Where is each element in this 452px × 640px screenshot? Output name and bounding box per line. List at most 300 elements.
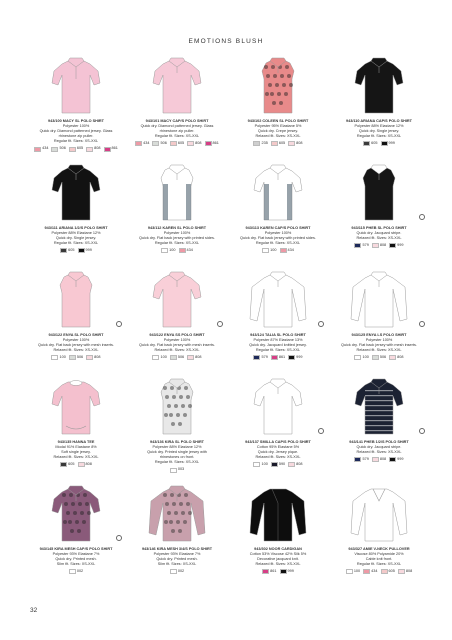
product-card bbox=[230, 269, 326, 376]
color-swatch bbox=[381, 569, 395, 574]
color-code: 861 bbox=[270, 569, 277, 574]
color-swatch bbox=[372, 355, 386, 360]
product-detail: Regular fit. Sizes: XS-XXL bbox=[356, 134, 402, 139]
product-name: 943/100 MACY SL POLO SHIRT bbox=[48, 119, 104, 123]
product-grid bbox=[28, 55, 428, 590]
color-chip bbox=[288, 462, 295, 467]
color-swatch bbox=[253, 355, 267, 360]
product-name: 943/146 KIRA MESH 3/4/S POLO SHIRT bbox=[141, 547, 213, 551]
product-detail: Quick dry. Flat back jersey with mesh inserts. bbox=[341, 343, 417, 348]
color-swatch bbox=[288, 141, 302, 146]
color-chip bbox=[271, 462, 278, 467]
product-detail: Relaxed fit. Sizes: XS-XXL bbox=[255, 562, 301, 567]
color-chip bbox=[389, 355, 396, 360]
product-card bbox=[129, 269, 225, 376]
product-image bbox=[248, 376, 308, 438]
color-chip bbox=[346, 569, 353, 574]
color-code: 434 bbox=[186, 248, 193, 253]
product-name: 943/145 KIRA MESH CAP/S POLO SHIRT bbox=[39, 547, 113, 551]
product-detail: rhinestones on front. bbox=[159, 455, 195, 460]
feature-badge-icon bbox=[419, 214, 425, 220]
color-swatch bbox=[363, 141, 377, 146]
color-swatches bbox=[129, 355, 225, 360]
color-code: 506 bbox=[379, 355, 387, 360]
color-swatches bbox=[28, 569, 124, 574]
product-detail: Regular fit. Sizes: XS-XXL bbox=[154, 134, 200, 139]
product-detail: Decorative jacquard knit. bbox=[257, 557, 299, 562]
product-card bbox=[129, 55, 225, 162]
product-info bbox=[331, 547, 427, 574]
color-chip bbox=[372, 355, 379, 360]
product-row bbox=[28, 376, 428, 483]
color-code: 579 bbox=[362, 457, 369, 462]
color-chip bbox=[280, 248, 287, 253]
garment-illustration bbox=[349, 269, 409, 331]
color-chip bbox=[187, 355, 194, 360]
color-chip bbox=[372, 243, 379, 248]
color-code: 999 bbox=[397, 457, 404, 462]
garment-illustration bbox=[147, 483, 207, 545]
color-code: 808 bbox=[94, 146, 101, 151]
product-detail: Regular fit. Sizes: XS-XXL bbox=[255, 348, 301, 353]
product-detail: Polyester 87% Elastane 13% bbox=[253, 338, 303, 343]
product-info bbox=[230, 333, 326, 360]
product-detail: Viscose 80% Polyamide 20% bbox=[354, 552, 404, 557]
color-chip bbox=[262, 569, 269, 574]
color-chip bbox=[363, 569, 370, 574]
color-chip bbox=[135, 141, 142, 146]
color-code: 999 bbox=[388, 141, 395, 146]
color-swatch bbox=[78, 248, 92, 253]
color-chip bbox=[372, 457, 379, 462]
color-chip bbox=[60, 248, 67, 253]
garment-illustration bbox=[147, 376, 207, 438]
garment-illustration bbox=[46, 55, 106, 117]
product-detail: Slim fit. Sizes: XS-XXL bbox=[157, 562, 197, 567]
color-chip bbox=[51, 355, 58, 360]
product-info bbox=[230, 440, 326, 467]
color-swatches bbox=[331, 243, 427, 248]
product-image bbox=[147, 162, 207, 224]
color-swatch bbox=[69, 146, 83, 151]
product-detail: Cotton 53% Viscose 42% Silk 5% bbox=[249, 552, 307, 557]
product-info bbox=[28, 440, 124, 467]
color-chip bbox=[271, 355, 278, 360]
garment-illustration bbox=[248, 483, 308, 545]
product-card bbox=[129, 376, 225, 483]
color-code: 999 bbox=[85, 248, 92, 253]
product-detail: Polyester 95% Elastane 5% bbox=[254, 124, 302, 129]
color-chip bbox=[253, 462, 260, 467]
product-info bbox=[230, 119, 326, 146]
product-card bbox=[28, 376, 124, 483]
product-card bbox=[331, 269, 427, 376]
color-chip bbox=[170, 468, 177, 473]
product-detail: Polyester 93% Elastane 7% bbox=[153, 552, 201, 557]
product-detail: Quick dry. Printed mesh. bbox=[55, 557, 97, 562]
product-detail: Quick dry. Flat back jersey with mesh inserts. bbox=[139, 343, 215, 348]
color-code: 605 bbox=[68, 462, 75, 467]
color-swatch bbox=[363, 569, 377, 574]
product-name: 943/110 ARIANA CAP/S POLO SHIRT bbox=[346, 119, 412, 123]
product-info bbox=[331, 440, 427, 462]
color-swatches bbox=[129, 141, 225, 146]
page-title: EMOTIONS BLUSH bbox=[188, 38, 264, 45]
product-image bbox=[46, 162, 106, 224]
color-code: 100 bbox=[169, 248, 176, 253]
garment-illustration bbox=[147, 55, 207, 117]
color-swatch bbox=[389, 355, 403, 360]
color-code: 002 bbox=[177, 569, 185, 574]
product-card bbox=[129, 162, 225, 269]
color-chip bbox=[205, 141, 212, 146]
color-chip bbox=[187, 141, 194, 146]
product-name: 943/141 PHEB 1/2/S POLO SHIRT bbox=[349, 440, 409, 444]
color-swatch bbox=[152, 355, 166, 360]
color-chip bbox=[152, 355, 159, 360]
product-detail: Quick dry. Diamond patterned jersey. Glass bbox=[140, 124, 214, 129]
product-image bbox=[248, 55, 308, 117]
product-image bbox=[46, 483, 106, 545]
color-swatches bbox=[230, 248, 326, 253]
color-code: 100 bbox=[362, 355, 369, 360]
product-info bbox=[28, 119, 124, 152]
color-swatch bbox=[170, 569, 184, 574]
product-name: 943/122 ENYA SL POLO SHIRT bbox=[48, 333, 104, 337]
product-detail: Relaxed fit. Sizes: XS-XXL bbox=[53, 455, 99, 460]
product-detail: Polyester 100% bbox=[62, 124, 90, 129]
product-info bbox=[28, 226, 124, 253]
color-swatch bbox=[60, 462, 74, 467]
color-chip bbox=[288, 355, 295, 360]
garment-illustration bbox=[248, 55, 308, 117]
color-swatch bbox=[51, 355, 65, 360]
color-swatch bbox=[187, 141, 201, 146]
color-chip bbox=[389, 243, 396, 248]
color-swatch bbox=[372, 243, 386, 248]
color-code: 808 bbox=[405, 569, 413, 574]
garment-illustration bbox=[349, 55, 409, 117]
product-card bbox=[28, 162, 124, 269]
garment-illustration bbox=[349, 376, 409, 438]
color-code: 100 bbox=[160, 355, 167, 360]
color-swatch bbox=[170, 355, 184, 360]
color-chip bbox=[179, 248, 186, 253]
product-info bbox=[230, 547, 326, 574]
garment-illustration bbox=[248, 376, 308, 438]
product-detail: Quick dry. Single jersey. bbox=[358, 129, 400, 134]
color-swatches bbox=[28, 355, 124, 360]
product-detail: Relaxed fit. Sizes: XS-XXL bbox=[356, 236, 402, 241]
color-code: 506 bbox=[59, 146, 66, 151]
color-chip bbox=[51, 147, 58, 152]
color-swatch bbox=[280, 248, 294, 253]
color-swatch bbox=[161, 248, 175, 253]
color-swatch bbox=[280, 569, 294, 574]
product-name: 943/102 COLEEN SL POLO SHIRT bbox=[247, 119, 309, 123]
product-info bbox=[129, 547, 225, 574]
product-image bbox=[349, 376, 409, 438]
color-chip bbox=[381, 569, 388, 574]
color-swatches bbox=[331, 141, 427, 146]
product-name: 943/112 KAREN SL POLO SHIRT bbox=[147, 226, 207, 230]
color-code: 605 bbox=[68, 248, 75, 253]
product-name: 943/125 ENYA LS POLO SHIRT bbox=[351, 333, 407, 337]
garment-illustration bbox=[46, 269, 106, 331]
product-detail: Relaxed fit. Sizes: XS-XXL bbox=[255, 134, 301, 139]
feature-badge-icon bbox=[318, 321, 324, 327]
product-info bbox=[129, 226, 225, 253]
product-card bbox=[331, 162, 427, 269]
color-chip bbox=[69, 355, 76, 360]
product-detail: Regular fit. Sizes: XS-XXL bbox=[154, 460, 200, 465]
garment-illustration bbox=[349, 162, 409, 224]
product-info bbox=[129, 333, 225, 360]
color-swatch bbox=[69, 569, 83, 574]
color-chip bbox=[60, 462, 67, 467]
product-image bbox=[46, 55, 106, 117]
color-code: 002 bbox=[76, 569, 84, 574]
product-detail: Relaxed fit. Sizes: XS-XXL bbox=[356, 450, 402, 455]
color-swatch bbox=[262, 248, 276, 253]
color-swatch bbox=[354, 355, 368, 360]
color-code: 506 bbox=[160, 141, 167, 146]
product-detail: Polyester 100% bbox=[264, 231, 292, 236]
color-code: 434 bbox=[287, 248, 294, 253]
product-detail: Relaxed fit. Sizes: XS-XXL bbox=[356, 348, 402, 353]
color-swatch bbox=[346, 569, 360, 574]
color-swatch bbox=[34, 146, 48, 151]
product-name: 943/135 HANNA TEE bbox=[57, 440, 95, 444]
color-code: 605 bbox=[371, 141, 378, 146]
product-detail: Regular fit. Sizes: XS-XXL bbox=[255, 241, 301, 246]
product-detail: Polyester 88% Elastane 12% bbox=[152, 445, 202, 450]
color-chip bbox=[104, 147, 111, 152]
product-image bbox=[349, 55, 409, 117]
product-detail: Quick dry. Jacquard stripe. bbox=[356, 231, 402, 236]
color-swatch bbox=[179, 248, 193, 253]
color-swatch bbox=[372, 457, 386, 462]
product-card bbox=[28, 55, 124, 162]
product-image bbox=[147, 376, 207, 438]
product-detail: Quick dry. Jacquard knitted jersey. bbox=[249, 343, 307, 348]
color-chip bbox=[363, 141, 370, 146]
color-chip bbox=[389, 457, 396, 462]
color-code: 434 bbox=[371, 569, 378, 574]
product-detail: Quick dry. Diamond patterned jersey. Glass bbox=[39, 129, 113, 134]
product-detail: Polyester 93% Elastane 7% bbox=[52, 552, 100, 557]
color-code: 808 bbox=[379, 243, 387, 248]
product-detail: Cable knit front. bbox=[365, 557, 393, 562]
color-swatch bbox=[152, 141, 166, 146]
product-detail: Regular fit. Sizes: XS-XXL bbox=[53, 241, 99, 246]
feature-badge-icon bbox=[419, 428, 425, 434]
color-swatch bbox=[135, 141, 149, 146]
product-detail: Cotton 95% Elastane 5% bbox=[256, 445, 300, 450]
color-code: 999 bbox=[397, 243, 404, 248]
color-code: 434 bbox=[143, 141, 150, 146]
garment-illustration bbox=[46, 483, 106, 545]
color-code: 861 bbox=[111, 146, 118, 151]
product-detail: Polyester 100% bbox=[365, 338, 393, 343]
color-swatch bbox=[288, 462, 302, 467]
product-card bbox=[230, 376, 326, 483]
product-detail: Soft single jersey. bbox=[61, 450, 91, 455]
color-code: 605 bbox=[177, 141, 185, 146]
color-code: 808 bbox=[296, 462, 303, 467]
product-row bbox=[28, 55, 428, 162]
color-swatches bbox=[331, 355, 427, 360]
color-chip bbox=[78, 462, 85, 467]
product-detail: Relaxed fit. Sizes: XS-XXL bbox=[255, 455, 301, 460]
color-code: 808 bbox=[94, 355, 101, 360]
color-swatches bbox=[331, 569, 427, 574]
color-swatch bbox=[187, 355, 201, 360]
color-swatch bbox=[51, 146, 65, 151]
product-detail: Polyester 88% Elastane 12% bbox=[51, 231, 101, 236]
feature-badge-icon bbox=[116, 321, 122, 327]
garment-body bbox=[52, 382, 100, 434]
color-code: 605 bbox=[278, 141, 286, 146]
color-chip bbox=[86, 355, 93, 360]
product-card bbox=[129, 483, 225, 590]
page-number: 32 bbox=[30, 607, 38, 614]
color-swatch bbox=[354, 457, 368, 462]
product-detail: Polyester 100% bbox=[163, 338, 191, 343]
color-code: 808 bbox=[195, 141, 202, 146]
color-code: 579 bbox=[362, 243, 369, 248]
color-code: 808 bbox=[195, 355, 202, 360]
product-info bbox=[331, 333, 427, 360]
color-chip bbox=[354, 457, 361, 462]
color-swatch bbox=[262, 569, 276, 574]
feature-badge-icon bbox=[116, 535, 122, 541]
color-swatch bbox=[271, 141, 285, 146]
color-code: 808 bbox=[296, 141, 303, 146]
product-detail: Quick dry. Flat back jersey with printed sides. bbox=[240, 236, 316, 241]
product-detail: Quick dry. Crepe jersey. bbox=[257, 129, 299, 134]
color-code: 100 bbox=[270, 248, 277, 253]
color-chip bbox=[78, 248, 85, 253]
product-image bbox=[349, 483, 409, 545]
product-detail: Relaxed fit. Sizes: XS-XXL bbox=[53, 348, 99, 353]
color-swatch bbox=[398, 569, 412, 574]
product-info bbox=[331, 119, 427, 146]
product-name: 943/101 MACY CAP/S POLO SHIRT bbox=[145, 119, 209, 123]
product-detail: Regular fit. Sizes: XS-XXL bbox=[53, 139, 99, 144]
color-chip bbox=[86, 147, 93, 152]
product-name: 943/136 KIRA SL POLO SHIRT bbox=[149, 440, 205, 444]
product-name: 943/115 PHEB SL POLO SHIRT bbox=[351, 226, 407, 230]
product-detail: Quick dry. Single jersey. bbox=[55, 236, 97, 241]
color-swatches bbox=[230, 141, 326, 146]
color-swatch bbox=[86, 355, 100, 360]
color-chip bbox=[69, 147, 76, 152]
product-name: 943/124 TALIA SL POLO SHIRT bbox=[250, 333, 306, 337]
product-card bbox=[28, 269, 124, 376]
color-swatch bbox=[288, 355, 302, 360]
product-image bbox=[349, 162, 409, 224]
product-card bbox=[331, 483, 427, 590]
color-swatch bbox=[170, 141, 184, 146]
product-info bbox=[129, 440, 225, 473]
garment-illustration bbox=[147, 162, 207, 224]
product-detail: Relaxed fit. Sizes: XS-XXL bbox=[154, 348, 200, 353]
product-row bbox=[28, 162, 428, 269]
color-code: 605 bbox=[76, 146, 84, 151]
feature-badge-icon bbox=[419, 321, 425, 327]
color-swatch bbox=[271, 355, 285, 360]
color-code: 235 bbox=[261, 141, 268, 146]
product-image bbox=[248, 162, 308, 224]
color-swatch bbox=[86, 146, 100, 151]
product-card bbox=[28, 483, 124, 590]
color-code: 605 bbox=[388, 569, 395, 574]
garment-body bbox=[351, 489, 407, 541]
product-detail: Regular fit. Sizes: XS-XXL bbox=[356, 562, 402, 567]
color-swatch bbox=[69, 355, 83, 360]
color-code: 003 bbox=[177, 467, 185, 472]
product-detail: Polyester 100% bbox=[62, 338, 90, 343]
product-detail: Quick dry. Jersey pique. bbox=[257, 450, 299, 455]
color-swatches bbox=[230, 355, 326, 360]
color-code: 861 bbox=[212, 141, 219, 146]
color-swatch bbox=[60, 248, 74, 253]
color-code: 506 bbox=[177, 355, 185, 360]
feature-badge-icon bbox=[318, 428, 324, 434]
product-info bbox=[230, 226, 326, 253]
color-swatch bbox=[205, 141, 219, 146]
color-code: 999 bbox=[287, 569, 294, 574]
product-card bbox=[230, 483, 326, 590]
color-swatch bbox=[389, 243, 403, 248]
color-swatch bbox=[381, 141, 395, 146]
color-code: 861 bbox=[278, 355, 286, 360]
product-detail: Quick dry. Printed mesh. bbox=[156, 557, 198, 562]
product-detail: Slim fit. Sizes: XS-XXL bbox=[56, 562, 96, 567]
product-name: 943/327 AMIE V-NECK PULLOVER bbox=[348, 547, 410, 551]
product-image bbox=[147, 269, 207, 331]
product-image bbox=[349, 269, 409, 331]
color-chip bbox=[262, 248, 269, 253]
color-swatch bbox=[253, 462, 267, 467]
product-card bbox=[331, 376, 427, 483]
color-chip bbox=[170, 355, 177, 360]
product-name: 943/113 KAREN CAP/S POLO SHIRT bbox=[245, 226, 311, 230]
garment-illustration bbox=[46, 376, 106, 438]
color-swatches bbox=[28, 248, 124, 253]
color-code: 434 bbox=[42, 146, 49, 151]
color-swatches bbox=[129, 569, 225, 574]
color-chip bbox=[152, 141, 159, 146]
product-detail: Regular fit. Sizes: XS-XXL bbox=[154, 241, 200, 246]
garment-illustration bbox=[46, 162, 106, 224]
product-detail: rhinestone zip puller. bbox=[58, 134, 94, 139]
color-code: 808 bbox=[397, 355, 404, 360]
product-image bbox=[147, 55, 207, 117]
color-chip bbox=[381, 141, 388, 146]
product-card bbox=[230, 55, 326, 162]
garment-illustration bbox=[248, 269, 308, 331]
product-info bbox=[129, 119, 225, 146]
product-image bbox=[46, 269, 106, 331]
color-chip bbox=[161, 248, 168, 253]
color-swatch bbox=[271, 462, 285, 467]
product-name: 943/302 NOOR CARDIGAN bbox=[254, 547, 302, 551]
color-swatch bbox=[389, 457, 403, 462]
product-info bbox=[28, 333, 124, 360]
color-swatch bbox=[170, 467, 184, 472]
